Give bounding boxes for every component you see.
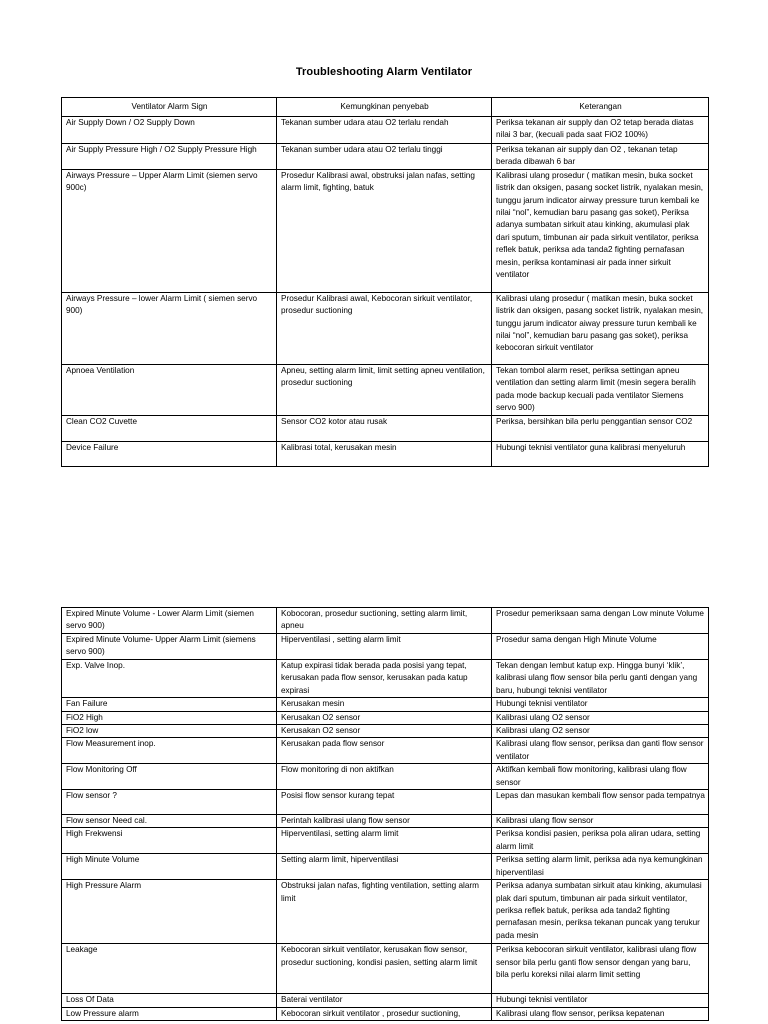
table-header-row (62, 98, 709, 117)
alarm-sign-cell: Expired Minute Volume - Lower Alarm Limit (siemen servo 900) (62, 608, 277, 634)
note-cell: Kalibrasi ulang flow sensor, periksa dan ganti flow sensor ventilator (492, 738, 709, 764)
alarm-sign-cell: FiO2 High (62, 711, 277, 724)
note-cell: Kalibrasi ulang flow sensor, periksa kepatenan (492, 1007, 709, 1020)
alarm-table-2 (61, 607, 709, 1021)
cause-cell: Kebocoran sirkuit ventilator , prosedur suctioning, (277, 1007, 492, 1020)
cause-cell: Prosedur Kalibrasi awal, obstruksi jalan nafas, setting alarm limit, fighting, batuk (277, 169, 492, 292)
cause-cell: Kalibrasi total, kerusakan mesin (277, 441, 492, 466)
cause-cell: Kobocoran, prosedur suctioning, setting alarm limit, apneu (277, 608, 492, 634)
note-cell: Periksa setting alarm limit, periksa ada nya kemungkinan hiperventilasi (492, 854, 709, 880)
cause-cell: Kerusakan O2 sensor (277, 711, 492, 724)
alarm-sign-cell: Clean CO2 Cuvette (62, 415, 277, 441)
cause-cell: Perintah kalibrasi ulang flow sensor (277, 815, 492, 828)
alarm-sign-cell: Exp. Valve Inop. (62, 660, 277, 698)
note-cell: Prosedur sama dengan High Minute Volume (492, 634, 709, 660)
cause-cell: Kerusakan O2 sensor (277, 725, 492, 738)
cause-cell: Katup expirasi tidak berada pada posisi yang tepat, kerusakan pada flow sensor, kerusakan pada katup expirasi (277, 660, 492, 698)
cause-cell: Kerusakan mesin (277, 698, 492, 711)
cause-cell: Prosedur Kalibrasi awal, Kebocoran sirkuit ventilator, prosedur suctioning (277, 292, 492, 364)
alarm-sign-cell: Air Supply Pressure High / O2 Supply Pressure High (62, 144, 277, 170)
note-cell: Periksa, bersihkan bila perlu penggantian sensor CO2 (492, 415, 709, 441)
table-row (62, 364, 709, 415)
alarm-table-1 (61, 97, 709, 467)
header-cause: Kemungkinan penyebab (277, 98, 492, 117)
cause-cell: Flow monitoring di non aktifkan (277, 764, 492, 790)
table-row (62, 698, 709, 711)
table-row (62, 441, 709, 466)
note-cell: Periksa tekanan air supply dan O2 , tekanan tetap berada dibawah 6 bar (492, 144, 709, 170)
table-row (62, 944, 709, 994)
cause-cell: Apneu, setting alarm limit, limit setting apneu ventilation, prosedur suctioning (277, 364, 492, 415)
table-row (62, 738, 709, 764)
cause-cell: Tekanan sumber udara atau O2 terlalu rendah (277, 117, 492, 144)
table-row (62, 608, 709, 634)
alarm-sign-cell: Loss Of Data (62, 994, 277, 1007)
note-cell: Hubungi teknisi ventilator (492, 698, 709, 711)
alarm-sign-cell: Flow sensor ? (62, 790, 277, 815)
cause-cell: Obstruksi jalan nafas, fighting ventilation, setting alarm limit (277, 880, 492, 944)
note-cell: Aktifkan kembali flow monitoring, kalibrasi ulang flow sensor (492, 764, 709, 790)
header-alarm-sign: Ventilator Alarm Sign (62, 98, 277, 117)
alarm-sign-cell: Flow sensor Need cal. (62, 815, 277, 828)
table-row (62, 880, 709, 944)
alarm-sign-cell: Device Failure (62, 441, 277, 466)
note-cell: Periksa kondisi pasien, periksa pola aliran udara, setting alarm limit (492, 828, 709, 854)
cause-cell: Hiperventilasi , setting alarm limit (277, 634, 492, 660)
alarm-sign-cell: High Minute Volume (62, 854, 277, 880)
table-row (62, 815, 709, 828)
alarm-sign-cell: Air Supply Down / O2 Supply Down (62, 117, 277, 144)
note-cell: Kalibrasi ulang flow sensor (492, 815, 709, 828)
alarm-sign-cell: FiO2 low (62, 725, 277, 738)
cause-cell: Sensor CO2 kotor atau rusak (277, 415, 492, 441)
note-cell: Tekan dengan lembut katup exp. Hingga bunyi ‘klik’, kalibrasi ulang flow sensor bila perlu ganti dengan yang baru, hubungi teknisi ventilator (492, 660, 709, 698)
cause-cell: Kebocoran sirkuit ventilator, kerusakan flow sensor, prosedur suctioning, kondisi pasien, setting alarm limit (277, 944, 492, 994)
alarm-sign-cell: Flow Measurement inop. (62, 738, 277, 764)
note-cell: Hubungi teknisi ventilator (492, 994, 709, 1007)
note-cell: Periksa kebocoran sirkuit ventilator, kalibrasi ulang flow sensor bila perlu ganti flow sensor dengan yang baru, bila perlu koreksi nilai alarm limit setting (492, 944, 709, 994)
table-row (62, 790, 709, 815)
cause-cell: Setting alarm limit, hiperventilasi (277, 854, 492, 880)
table-row (62, 292, 709, 364)
note-cell: Kalibrasi ulang prosedur ( matikan mesin, buka socket listrik dan oksigen, pasang socket listrik, nyalakan mesin, tunggu jarum indicator airway pressure turun kembali ke nilai “nol”, kemudian baru pasang gas soket), Periksa adanya sumbatan sirkuit atau kinking, akumulasi plak dari sputum, timbunan air pada sirkuit ventilator, periksa reflek batuk, periksa ada tanda2 fighting pernafasan mesin, periksa kontaminasi air pada inner sirkuit ventilator (492, 169, 709, 292)
table-row (62, 725, 709, 738)
table-row (62, 415, 709, 441)
cause-cell: Baterai ventilator (277, 994, 492, 1007)
cause-cell: Tekanan sumber udara atau O2 terlalu tinggi (277, 144, 492, 170)
cause-cell: Kerusakan pada flow sensor (277, 738, 492, 764)
table-row (62, 764, 709, 790)
alarm-sign-cell: Apnoea Ventilation (62, 364, 277, 415)
alarm-sign-cell: Expired Minute Volume- Upper Alarm Limit (siemens servo 900) (62, 634, 277, 660)
table-row (62, 660, 709, 698)
table-row (62, 711, 709, 724)
alarm-sign-cell: High Frekwensi (62, 828, 277, 854)
alarm-sign-cell: Leakage (62, 944, 277, 994)
table-row (62, 994, 709, 1007)
note-cell: Periksa tekanan air supply dan O2 tetap berada diatas nilai 3 bar, (kecuali pada saat FiO2 100%) (492, 117, 709, 144)
page-title: Troubleshooting Alarm Ventilator (295, 66, 473, 78)
alarm-sign-cell: High Pressure Alarm (62, 880, 277, 944)
note-cell: Kalibrasi ulang prosedur ( matikan mesin, buka socket listrik dan oksigen, pasang socket listrik, nyalakan mesin, tunggu jarum indicator aiway pressure turun kembali ke nilai “nol”, kemudian baru pasang gas soket), periksa kebocoran sirkuit ventilator (492, 292, 709, 364)
header-note: Keterangan (492, 98, 709, 117)
alarm-sign-cell: Low Pressure alarm (62, 1007, 277, 1020)
alarm-sign-cell: Fan Failure (62, 698, 277, 711)
table-row (62, 1007, 709, 1020)
table-row (62, 854, 709, 880)
note-cell: Lepas dan masukan kembali flow sensor pada tempatnya (492, 790, 709, 815)
alarm-sign-cell: Airways Pressure – Upper Alarm Limit (siemen servo 900c) (62, 169, 277, 292)
note-cell: Periksa adanya sumbatan sirkuit atau kinking, akumulasi plak dari sputum, timbunan air pada sirkuit ventilator, periksa reflek batuk, periksa ada tanda2 fighting pernafasan mesin, periksa tekanan puncak yang terukur pada mesin (492, 880, 709, 944)
table-row (62, 828, 709, 854)
table-row (62, 634, 709, 660)
alarm-sign-cell: Airways Pressure – lower Alarm Limit ( siemen servo 900) (62, 292, 277, 364)
note-cell: Hubungi teknisi ventilator guna kalibrasi menyeluruh (492, 441, 709, 466)
table-row (62, 169, 709, 292)
cause-cell: Hiperventilasi, setting alarm limit (277, 828, 492, 854)
table-row (62, 117, 709, 144)
table-row (62, 144, 709, 170)
note-cell: Tekan tombol alarm reset, periksa settingan apneu ventilation dan setting alarm limit (mesin segera beralih pada mode backup kecuali pada ventilator Siemens servo 900) (492, 364, 709, 415)
note-cell: Kalibrasi ulang O2 sensor (492, 711, 709, 724)
alarm-sign-cell: Flow Monitoring Off (62, 764, 277, 790)
note-cell: Kalibrasi ulang O2 sensor (492, 725, 709, 738)
cause-cell: Posisi flow sensor kurang tepat (277, 790, 492, 815)
note-cell: Prosedur pemeriksaan sama dengan Low minute Volume (492, 608, 709, 634)
